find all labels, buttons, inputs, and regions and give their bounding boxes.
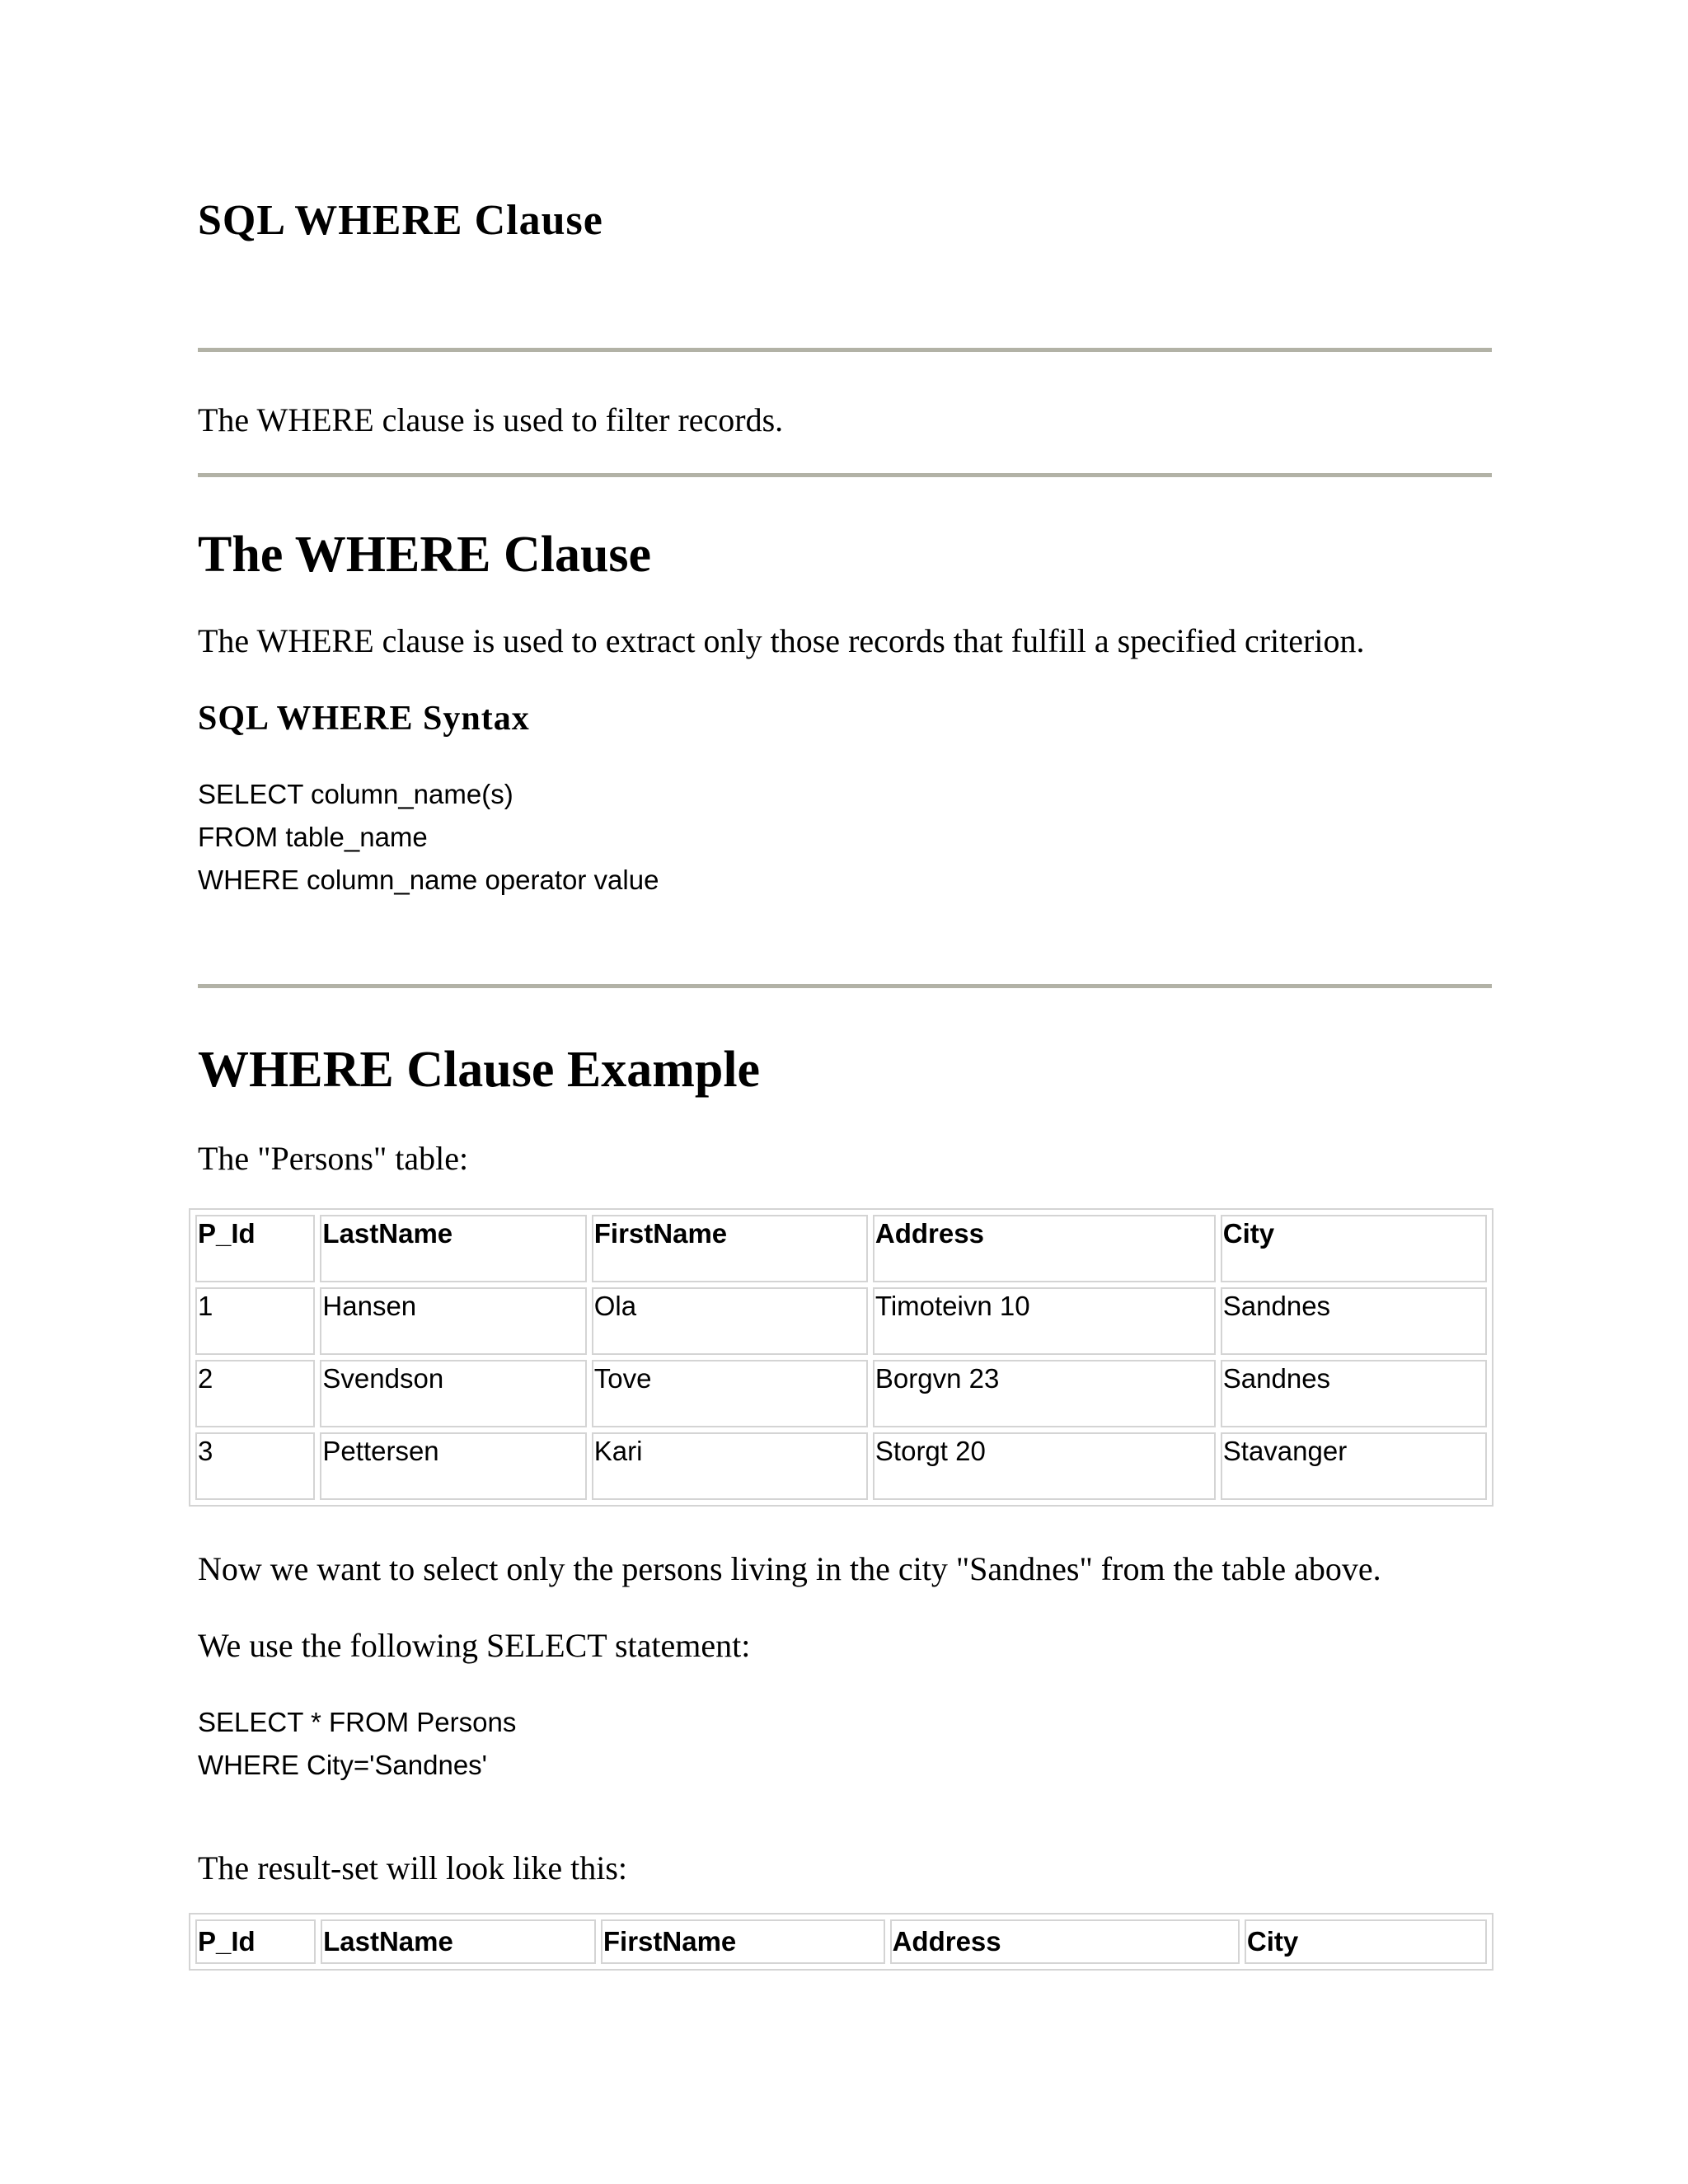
select-intro-paragraph: Now we want to select only the persons living in the city "Sandnes" from the table above. (198, 1550, 1381, 1587)
persons-table (189, 1208, 1493, 1507)
table-cell: 2 (195, 1360, 315, 1427)
page-title: SQL WHERE Clause (198, 197, 603, 244)
column-header: City (1221, 1215, 1487, 1282)
result-intro-paragraph: The result-set will look like this: (198, 1849, 628, 1886)
section-heading-where-clause: The WHERE Clause (198, 527, 652, 583)
table-cell: Ola (592, 1287, 868, 1355)
table-cell: Svendson (320, 1360, 586, 1427)
horizontal-rule (198, 984, 1492, 988)
code-line: FROM table_name (198, 822, 428, 852)
table-cell: 3 (195, 1432, 315, 1500)
syntax-code-block (198, 773, 659, 902)
query-code-block (198, 1701, 516, 1787)
table-cell: Pettersen (320, 1432, 586, 1500)
code-line: WHERE column_name operator value (198, 865, 659, 895)
table-cell: Timoteivn 10 (873, 1287, 1216, 1355)
table-cell: Storgt 20 (873, 1432, 1216, 1500)
table-cell: Stavanger (1221, 1432, 1487, 1500)
column-header: Address (890, 1919, 1240, 1964)
persons-table-caption: The "Persons" table: (198, 1140, 469, 1177)
column-header: P_Id (195, 1919, 316, 1964)
code-line: SELECT * FROM Persons (198, 1707, 517, 1737)
where-description: The WHERE clause is used to extract only those records that fulfill a specified criterion. (198, 622, 1365, 659)
table-cell: Kari (592, 1432, 868, 1500)
column-header: LastName (321, 1919, 596, 1964)
column-header: P_Id (195, 1215, 315, 1282)
column-header: FirstName (601, 1919, 885, 1964)
section-heading-example: WHERE Clause Example (198, 1042, 761, 1098)
table-row (195, 1287, 1487, 1355)
result-table (189, 1913, 1493, 1971)
column-header: Address (873, 1215, 1216, 1282)
table-cell: Hansen (320, 1287, 586, 1355)
table-cell: Sandnes (1221, 1287, 1487, 1355)
horizontal-rule (198, 473, 1492, 477)
intro-paragraph: The WHERE clause is used to filter records. (198, 401, 784, 438)
table-header-row (195, 1215, 1487, 1282)
column-header: LastName (320, 1215, 586, 1282)
table-row (195, 1360, 1487, 1427)
table-cell: Tove (592, 1360, 868, 1427)
statement-intro-paragraph: We use the following SELECT statement: (198, 1627, 751, 1664)
table-cell: Borgvn 23 (873, 1360, 1216, 1427)
code-line: WHERE City='Sandnes' (198, 1750, 487, 1780)
table-header-row (195, 1919, 1487, 1964)
table-cell: 1 (195, 1287, 315, 1355)
syntax-heading: SQL WHERE Syntax (198, 700, 530, 738)
column-header: FirstName (592, 1215, 868, 1282)
horizontal-rule (198, 348, 1492, 352)
code-line: SELECT column_name(s) (198, 779, 513, 809)
table-cell: Sandnes (1221, 1360, 1487, 1427)
table-row (195, 1432, 1487, 1500)
column-header: City (1245, 1919, 1487, 1964)
